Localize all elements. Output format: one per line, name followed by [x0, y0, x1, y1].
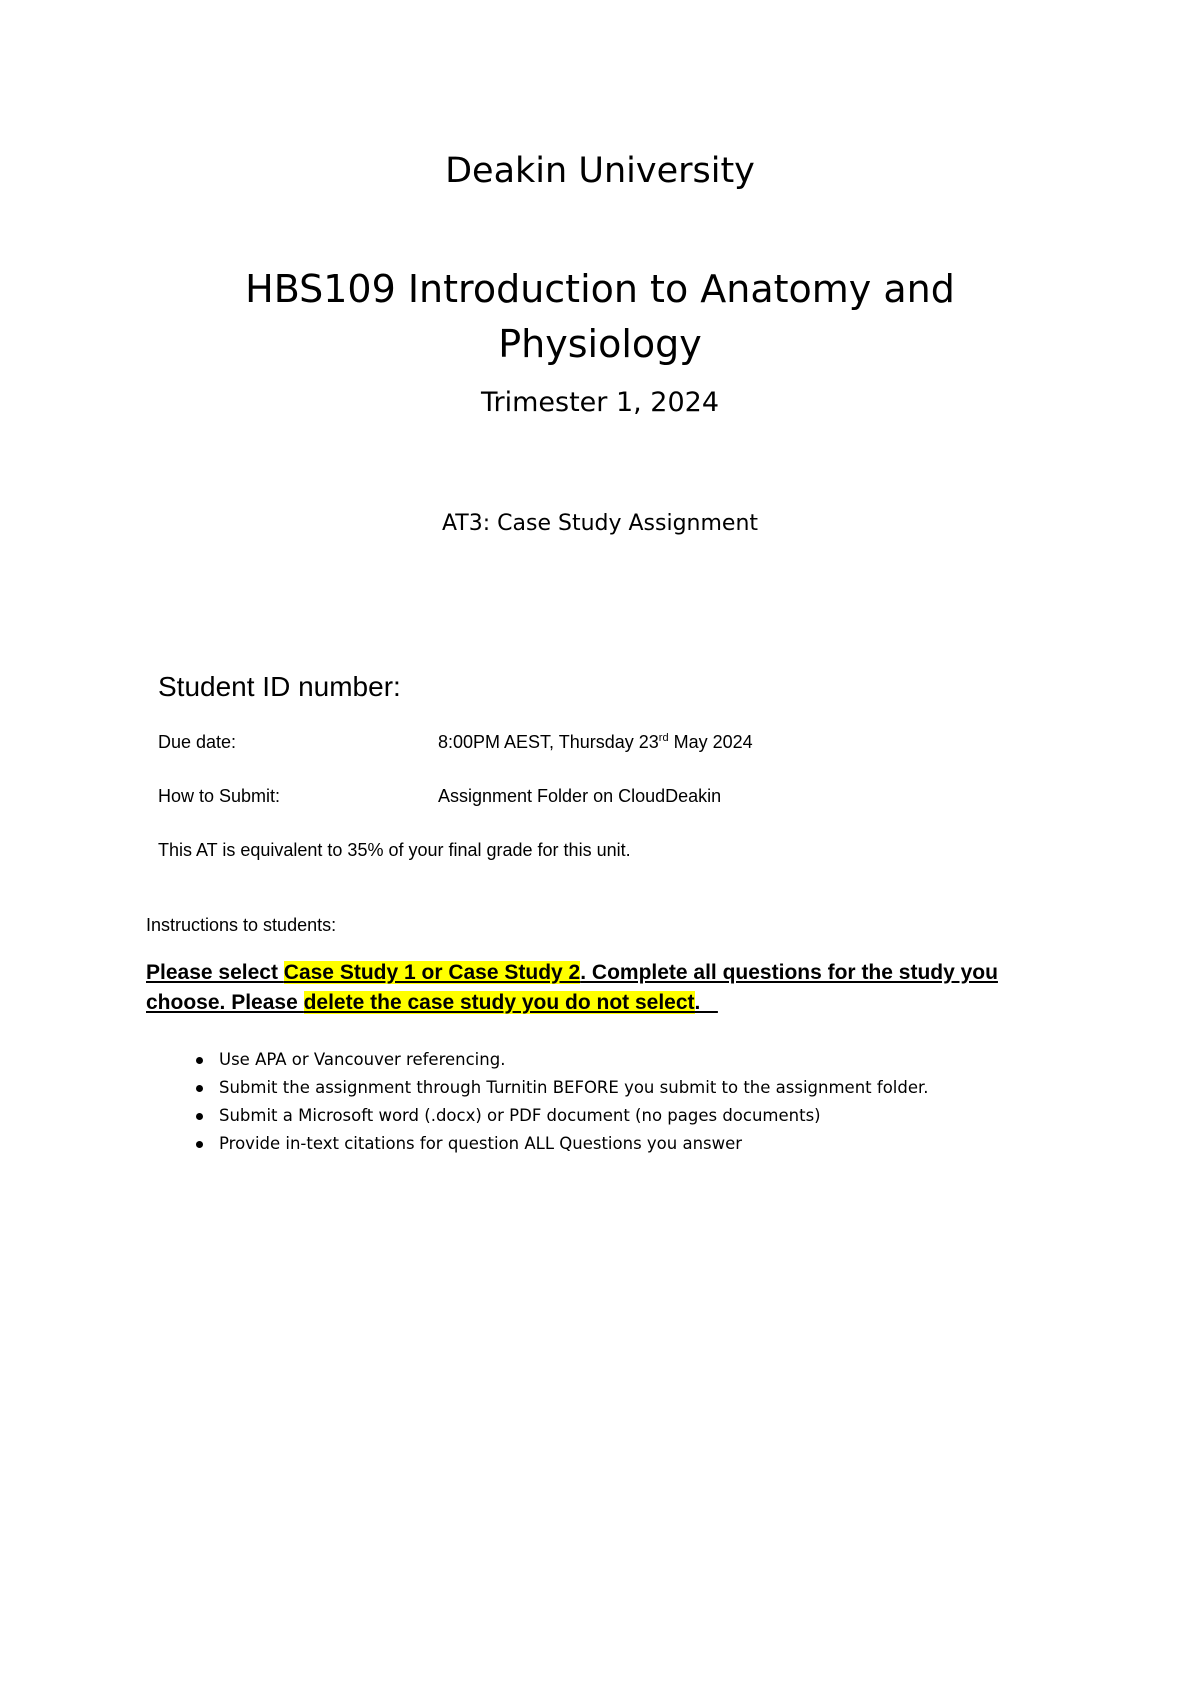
due-date-label: Due date: [158, 732, 237, 752]
bullet-icon [196, 1113, 203, 1120]
instructions-label: Instructions to students: [146, 915, 337, 935]
instructions-list [196, 1046, 929, 1158]
directive-part-2: . Complete all questions for the study you choose. Please [146, 961, 998, 1014]
bullet-icon [196, 1085, 203, 1092]
bullet-icon [196, 1141, 203, 1148]
list-item-text: Use APA or Vancouver referencing. [219, 1050, 506, 1069]
due-date-value [438, 730, 753, 754]
directive-part-3: . [694, 991, 718, 1014]
directive-highlight-delete: delete the case study you do not select [303, 991, 695, 1014]
assessment-title: AT3: Case Study Assignment [441, 511, 759, 536]
submit-value: Assignment Folder on CloudDeakin [438, 786, 722, 806]
unit-title: HBS109 Introduction to Anatomy and Physiology [245, 267, 955, 366]
list-item [219, 1074, 929, 1102]
list-item-text: Submit a Microsoft word (.docx) or PDF document (no pages documents) [219, 1106, 821, 1125]
due-date-ordinal: rd [658, 732, 669, 744]
directive-part-1: Please select [146, 961, 284, 984]
submit-label: How to Submit: [158, 786, 281, 806]
student-id-label: Student ID number: [158, 671, 401, 702]
list-item [219, 1046, 929, 1074]
directive-highlight-case-study-choice: Case Study 1 or Case Study 2 [283, 961, 581, 984]
weight-text: This AT is equivalent to 35% of your final grade for this unit. [158, 840, 631, 860]
instructions-directive [146, 958, 1026, 1018]
university-name: Deakin University [445, 151, 755, 191]
list-item [219, 1102, 929, 1130]
list-item-text: Submit the assignment through Turnitin BEFORE you submit to the assignment folder. [219, 1078, 929, 1097]
bullet-icon [196, 1057, 203, 1064]
list-item [219, 1130, 929, 1158]
due-date-month-year: May 2024 [668, 732, 753, 752]
trimester: Trimester 1, 2024 [480, 387, 720, 418]
due-date-main: 8:00PM AEST, Thursday 23 [438, 732, 659, 752]
list-item-text: Provide in-text citations for question ALL Questions you answer [219, 1134, 743, 1153]
